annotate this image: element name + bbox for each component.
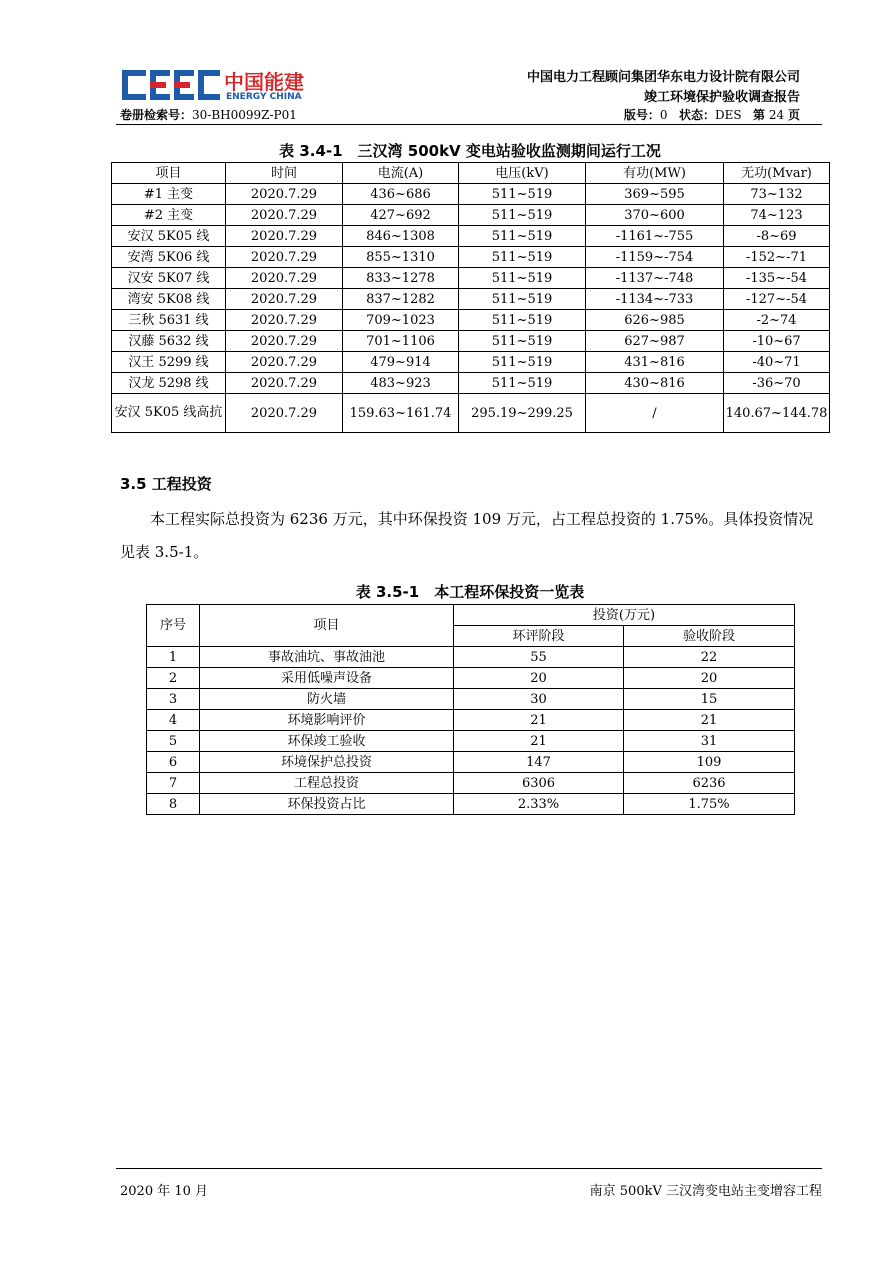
table1-cell: 511~519	[459, 310, 586, 331]
table2-cell: 6306	[454, 773, 624, 794]
table2-cell: 防火墙	[200, 689, 454, 710]
table2-cell: 5	[147, 731, 200, 752]
table1-cell: 2020.7.29	[226, 247, 343, 268]
investment-paragraph: 本工程实际总投资为 6236 万元，其中环保投资 109 万元，占工程总投资的 1.75%。具体投资情况见表 3.5-1。	[120, 510, 814, 561]
table2-header-item: 项目	[200, 605, 454, 647]
table1-cell: 295.19~299.25	[459, 394, 586, 433]
table1-cell: -8~69	[724, 226, 830, 247]
table1-cell: 73~132	[724, 184, 830, 205]
table2-header-accept: 验收阶段	[624, 626, 795, 647]
table1-cell: -1159~-754	[586, 247, 724, 268]
footer-project-name: 南京 500kV 三汉湾变电站主变增容工程	[589, 1184, 822, 1199]
table1-header-row	[112, 163, 830, 184]
table1-cell: 431~816	[586, 352, 724, 373]
table1-header-cell: 电流(A)	[343, 163, 459, 184]
table2-cell: 8	[147, 794, 200, 815]
page-prefix: 第	[753, 108, 766, 122]
footer-divider	[116, 1168, 822, 1169]
table2-cell: 20	[454, 668, 624, 689]
table-row	[112, 331, 830, 352]
table-row	[112, 394, 830, 433]
operating-conditions-table	[111, 162, 830, 433]
table1-cell: 511~519	[459, 331, 586, 352]
table1-cell: 627~987	[586, 331, 724, 352]
table2-caption: 表 3.5-1 本工程环保投资一览表	[355, 583, 585, 601]
table1-cell: -135~-54	[724, 268, 830, 289]
table1-caption: 表 3.4-1 三汉湾 500kV 变电站验收监测期间运行工况	[279, 142, 661, 160]
table1-cell: 430~816	[586, 373, 724, 394]
table2-header-eia: 环评阶段	[454, 626, 624, 647]
table2-cell: 1	[147, 647, 200, 668]
page-suffix: 页	[787, 108, 800, 122]
table2-cell: 环保竣工验收	[200, 731, 454, 752]
table1-cell: 855~1310	[343, 247, 459, 268]
table1-cell: 安汉 5K05 线	[112, 226, 226, 247]
table1-header-cell: 时间	[226, 163, 343, 184]
table1-cell: #2 主变	[112, 205, 226, 226]
table1-cell: 369~595	[586, 184, 724, 205]
table1-cell: 74~123	[724, 205, 830, 226]
table1-cell: 709~1023	[343, 310, 459, 331]
table1-cell: 479~914	[343, 352, 459, 373]
table2-cell: 环保投资占比	[200, 794, 454, 815]
table2-header-row	[147, 605, 795, 626]
table1-cell: 511~519	[459, 373, 586, 394]
table-row	[147, 731, 795, 752]
table2-cell: 1.75%	[624, 794, 795, 815]
table2-cell: 环境保护总投资	[200, 752, 454, 773]
table2-header-no: 序号	[147, 605, 200, 647]
version-value: 0	[659, 108, 668, 122]
table1-cell: -36~70	[724, 373, 830, 394]
archive-label: 卷册检索号：	[120, 108, 193, 122]
table1-cell: 159.63~161.74	[343, 394, 459, 433]
table1-cell: -40~71	[724, 352, 830, 373]
table1-header-cell: 项目	[112, 163, 226, 184]
logo-english-text: ENERGY CHINA	[226, 92, 302, 102]
table1-cell: 436~686	[343, 184, 459, 205]
status-value: DES	[714, 108, 742, 122]
table1-cell: 2020.7.29	[226, 331, 343, 352]
table1-cell: 846~1308	[343, 226, 459, 247]
table1-cell: 833~1278	[343, 268, 459, 289]
table1-header-cell: 有功(MW)	[586, 163, 724, 184]
table2-cell: 采用低噪声设备	[200, 668, 454, 689]
table1-cell: 2020.7.29	[226, 373, 343, 394]
table1-cell: -10~67	[724, 331, 830, 352]
table2-cell: 6	[147, 752, 200, 773]
table-row	[112, 373, 830, 394]
table2-cell: 21	[624, 710, 795, 731]
table1-cell: -1137~-748	[586, 268, 724, 289]
table1-cell: 2020.7.29	[226, 310, 343, 331]
table-row	[147, 689, 795, 710]
table2-cell: 环境影响评价	[200, 710, 454, 731]
table1-cell: 2020.7.29	[226, 289, 343, 310]
table2-cell: 20	[624, 668, 795, 689]
table2-cell: 30	[454, 689, 624, 710]
table1-cell: 511~519	[459, 226, 586, 247]
table2-cell: 109	[624, 752, 795, 773]
table1-cell: -1161~-755	[586, 226, 724, 247]
table1-cell: -127~-54	[724, 289, 830, 310]
table1-cell: 湾安 5K08 线	[112, 289, 226, 310]
table-row	[112, 352, 830, 373]
table1-cell: /	[586, 394, 724, 433]
table2-cell: 7	[147, 773, 200, 794]
table1-cell: -2~74	[724, 310, 830, 331]
table1-cell: 427~692	[343, 205, 459, 226]
version-label: 版号：	[623, 108, 660, 122]
table2-cell: 2	[147, 668, 200, 689]
energy-china-logo	[120, 66, 320, 106]
status-label: 状态：	[678, 108, 715, 122]
table1-cell: 2020.7.29	[226, 184, 343, 205]
table-row	[147, 647, 795, 668]
table1-cell: 汉王 5299 线	[112, 352, 226, 373]
version-status-page	[624, 106, 800, 123]
table1-cell: 140.67~144.78	[724, 394, 830, 433]
environmental-investment-table	[146, 604, 795, 815]
archive-value: 30-BH0099Z-P01	[192, 108, 297, 122]
table1-cell: 2020.7.29	[226, 226, 343, 247]
table1-cell: -152~-71	[724, 247, 830, 268]
table1-cell: 2020.7.29	[226, 268, 343, 289]
table2-cell: 4	[147, 710, 200, 731]
table1-cell: 370~600	[586, 205, 724, 226]
table1-cell: 2020.7.29	[226, 205, 343, 226]
table2-cell: 6236	[624, 773, 795, 794]
table1-cell: 安汉 5K05 线高抗	[112, 394, 226, 433]
table2-header-invest: 投资(万元)	[454, 605, 795, 626]
table1-cell: 2020.7.29	[226, 352, 343, 373]
table-row	[112, 226, 830, 247]
table1-cell: 837~1282	[343, 289, 459, 310]
table-row	[147, 794, 795, 815]
table2-cell: 事故油坑、事故油池	[200, 647, 454, 668]
table2-cell: 3	[147, 689, 200, 710]
archive-number	[120, 106, 297, 123]
table1-cell: 483~923	[343, 373, 459, 394]
section-heading: 3.5 工程投资	[120, 475, 212, 493]
table2-cell: 2.33%	[454, 794, 624, 815]
table2-cell: 55	[454, 647, 624, 668]
table1-cell: 汉龙 5298 线	[112, 373, 226, 394]
logo-chinese-text: 中国能建	[224, 70, 304, 94]
table1-cell: #1 主变	[112, 184, 226, 205]
table1-header-cell: 电压(kV)	[459, 163, 586, 184]
table1-cell: 626~985	[586, 310, 724, 331]
header-divider	[116, 124, 822, 125]
table1-cell: 511~519	[459, 247, 586, 268]
table1-cell: 511~519	[459, 289, 586, 310]
table1-cell: 汉藤 5632 线	[112, 331, 226, 352]
table-row	[112, 184, 830, 205]
table-row	[147, 668, 795, 689]
table-row	[112, 310, 830, 331]
table1-cell: 511~519	[459, 205, 586, 226]
table1-cell: 汉安 5K07 线	[112, 268, 226, 289]
table2-cell: 工程总投资	[200, 773, 454, 794]
table-row	[147, 773, 795, 794]
table1-cell: 511~519	[459, 352, 586, 373]
table1-cell: 三秋 5631 线	[112, 310, 226, 331]
table2-cell: 15	[624, 689, 795, 710]
table-row	[147, 752, 795, 773]
table-row	[112, 205, 830, 226]
table1-cell: 511~519	[459, 184, 586, 205]
table-row	[112, 247, 830, 268]
table-row	[112, 289, 830, 310]
footer-date: 2020 年 10 月	[120, 1184, 209, 1199]
table1-cell: -1134~-733	[586, 289, 724, 310]
table1-cell: 2020.7.29	[226, 394, 343, 433]
table2-cell: 147	[454, 752, 624, 773]
page-number: 24	[768, 108, 785, 122]
table1-cell: 511~519	[459, 268, 586, 289]
table-row	[112, 268, 830, 289]
table2-cell: 21	[454, 710, 624, 731]
table1-header-cell: 无功(Mvar)	[724, 163, 830, 184]
report-title: 竣工环境保护验收调查报告	[643, 90, 800, 105]
table2-cell: 21	[454, 731, 624, 752]
table2-cell: 22	[624, 647, 795, 668]
table1-cell: 701~1106	[343, 331, 459, 352]
table2-cell: 31	[624, 731, 795, 752]
organization-name: 中国电力工程顾问集团华东电力设计院有限公司	[526, 70, 800, 85]
table-row	[147, 710, 795, 731]
table1-cell: 安湾 5K06 线	[112, 247, 226, 268]
